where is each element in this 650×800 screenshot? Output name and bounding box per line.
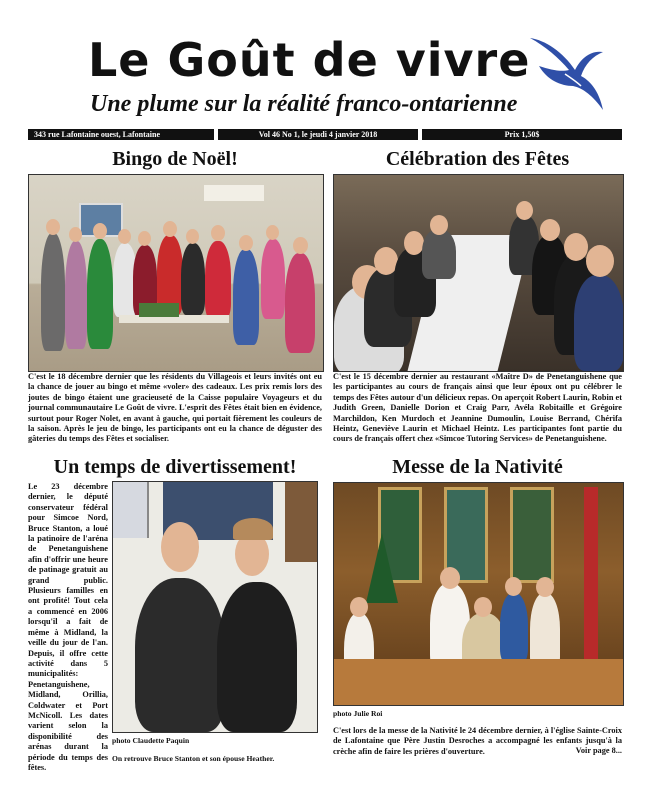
divertissement-caption: On retrouve Bruce Stanton et son épouse Heather. bbox=[112, 754, 275, 763]
seagull-icon bbox=[525, 30, 620, 115]
divertissement-photo-credit: photo Claudette Paquin bbox=[112, 736, 190, 745]
divertissement-body: Le 23 décembre dernier, le député conservateur fédéral pour Simcoe Nord, Bruce Stanton, a loué la patinoire de l'aréna de Penetanguishene afin d'offrir une heure de patinage gratuit au grand public. Plusieurs familles en ont profité! Tout cela a commencé en 2006 lorsqu'il a fait de même à Midland, la veille du jour de l'an. Depuis, il offre cette activité dans 5 municipalités: Penetanguishene, Midland, Orillia, Coldwater et Port McNicoll. Les dates varient selon la disponibilité des arénas durant la période du temps des fêtes. bbox=[28, 482, 108, 772]
fetes-body: C'est le 15 décembre dernier au restaurant «Maître D» de Penetanguishene que les participantes au cours de français ainsi que leur époux ont pu célébrer le temps des Fêtes autour d'un délicieux repas. On aperçoit Robert Laurin, Robin et Judith Green, Danielle Dorion et Craig Parr, Avéla Robitaille et Grégoire Marchildon, Ken Murdoch et Jeannine Dumoulin, Louise Berrand, Chérifa Heintz, Geneviève Laurin et Michael Heintz. Les participantes font partie du cours de français offert chez «Simcoe Tutoring Services» de Penetanguishene. bbox=[333, 372, 622, 444]
address-label: 343 rue Lafontaine ouest, Lafontaine bbox=[28, 129, 214, 140]
continued-link[interactable]: Voir page 8... bbox=[575, 746, 622, 755]
masthead-tagline: Une plume sur la réalité franco-ontarienne bbox=[90, 91, 518, 117]
bingo-photo bbox=[28, 174, 324, 372]
nativite-photo bbox=[333, 482, 624, 706]
nativite-headline: Messe de la Nativité bbox=[392, 456, 563, 478]
fetes-photo bbox=[333, 174, 624, 372]
masthead-title: Le Goût de vivre bbox=[88, 33, 531, 87]
nativite-body: C'est lors de la messe de la Nativité le 24 décembre dernier, à l'église Sainte-Croix de Lafontaine que Père Justin Desroches a accompagné les enfants jusqu'à la crèche afin de faire les prières d'ouverture. bbox=[333, 726, 622, 756]
bingo-headline: Bingo de Noël! bbox=[112, 148, 238, 170]
nativite-photo-credit: photo Julie Roi bbox=[333, 709, 383, 718]
divertissement-headline: Un temps de divertissement! bbox=[53, 456, 297, 478]
fetes-headline: Célébration des Fêtes bbox=[385, 148, 570, 170]
bingo-body: C'est le 18 décembre dernier que les résidents du Villageois et leurs invités ont eu la chance de jouer au bingo et même «voler» des cadeaux. Les prix remis lors des joutes de bingo étaient une gracieuseté de la Caisse populaire Voyageurs et du journal communautaire Le Goût de vivre. L'esprit des Fêtes était bien en évidence, surtout pour Roger Nolet, en avant à gauche, qui portait fièrement les couleurs de la saison. Après le jeu de bingo, les participants ont eu la chance de déguster des gâteries du temps des Fêtes et socialiser. bbox=[28, 372, 322, 444]
divertissement-photo bbox=[112, 481, 318, 733]
masthead-info-bar bbox=[28, 129, 622, 140]
price-label: Prix 1,50$ bbox=[422, 129, 622, 140]
issue-label: Vol 46 No 1, le jeudi 4 janvier 2018 bbox=[218, 129, 418, 140]
